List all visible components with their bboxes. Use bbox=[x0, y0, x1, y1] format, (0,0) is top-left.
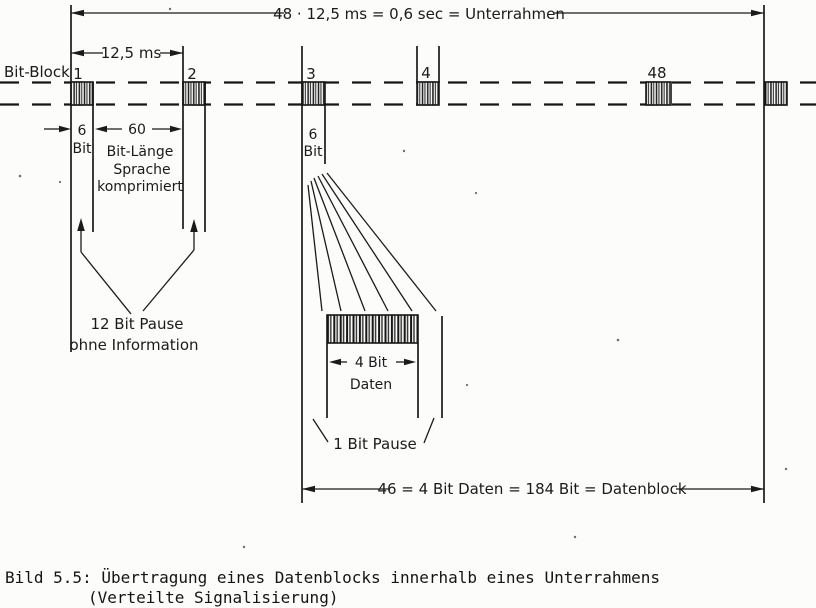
magnifier-fan-line bbox=[322, 174, 412, 311]
bit-block-1 bbox=[71, 82, 93, 105]
scan-speckle bbox=[19, 175, 22, 178]
bit-block-4 bbox=[417, 82, 439, 105]
magnified-data-block bbox=[327, 315, 418, 343]
pause-label-line1: 12 Bit Pause bbox=[90, 315, 184, 333]
pause-tick-right bbox=[424, 418, 434, 443]
bit-block-48 bbox=[646, 82, 671, 105]
right-arrowhead-icon bbox=[170, 126, 182, 132]
period-dimension-label: 12,5 ms bbox=[100, 44, 162, 62]
bit-block-3 bbox=[302, 82, 325, 105]
scan-speckle bbox=[243, 546, 245, 548]
pause-funnel-right-diagonal bbox=[143, 250, 194, 311]
data-unit-label: Daten bbox=[349, 377, 393, 393]
scan-speckle bbox=[403, 150, 405, 152]
pause-tick-left bbox=[313, 419, 328, 442]
scan-speckle bbox=[59, 181, 61, 183]
scan-speckle bbox=[574, 536, 576, 538]
data-dim-label: 4 Bit bbox=[354, 355, 388, 371]
speech-label-line2: Sprache bbox=[113, 162, 171, 178]
block-number-4: 4 bbox=[421, 64, 431, 82]
bit-block-row-label: Bit-Block bbox=[4, 63, 70, 81]
speech-label-line3: komprimiert bbox=[97, 179, 183, 195]
block-number-3: 3 bbox=[306, 65, 316, 83]
bit-block-2 bbox=[183, 82, 205, 105]
block1-sync-bits-unit: Bit bbox=[72, 141, 92, 157]
pause-funnel-left-diagonal bbox=[81, 252, 131, 314]
magnifier-fan-line bbox=[318, 176, 388, 311]
block3-sync-bits-value: 6 bbox=[308, 127, 318, 143]
figure-caption-line1: Bild 5.5: Übertragung eines Datenblocks innerhalb eines Unterrahmens bbox=[5, 568, 661, 587]
block-number-2: 2 bbox=[187, 65, 197, 83]
right-arrowhead-icon bbox=[170, 50, 183, 56]
block3-sync-bits-unit: Bit bbox=[303, 144, 323, 160]
top-dimension-label: 48 · 12,5 ms = 0,6 sec = Unterrahmen bbox=[273, 5, 565, 23]
block-number-1: 1 bbox=[73, 65, 83, 83]
right-arrowhead-icon bbox=[59, 126, 71, 132]
magnifier-fan-line bbox=[308, 185, 322, 311]
figure-caption-line2: (Verteilte Signalisierung) bbox=[88, 588, 339, 607]
scan-speckle bbox=[785, 468, 787, 470]
scan-speckle bbox=[466, 384, 468, 386]
speech-label-line1: Bit-Länge bbox=[106, 144, 174, 160]
scan-speckle bbox=[475, 192, 477, 194]
right-arrowhead-icon bbox=[751, 486, 764, 492]
bit-block-next-subframe bbox=[765, 82, 787, 105]
right-arrowhead-icon bbox=[751, 10, 764, 16]
block-number-48: 48 bbox=[647, 64, 667, 82]
speech-bits-value: 60 bbox=[128, 122, 146, 138]
right-arrowhead-icon bbox=[404, 359, 416, 365]
scan-speckle bbox=[617, 339, 620, 342]
scan-speckle bbox=[169, 8, 171, 10]
one-bit-pause-label: 1 Bit Pause bbox=[333, 435, 417, 453]
bottom-dimension-label: 46 = 4 Bit Daten = 184 Bit = Datenblock bbox=[377, 480, 687, 498]
magnifier-fan-line bbox=[327, 173, 436, 311]
magnifier-fan-line bbox=[311, 181, 341, 311]
block1-sync-bits-value: 6 bbox=[77, 123, 87, 139]
magnifier-fan-line bbox=[314, 178, 365, 311]
pause-label-line2: ohne Information bbox=[69, 336, 199, 354]
